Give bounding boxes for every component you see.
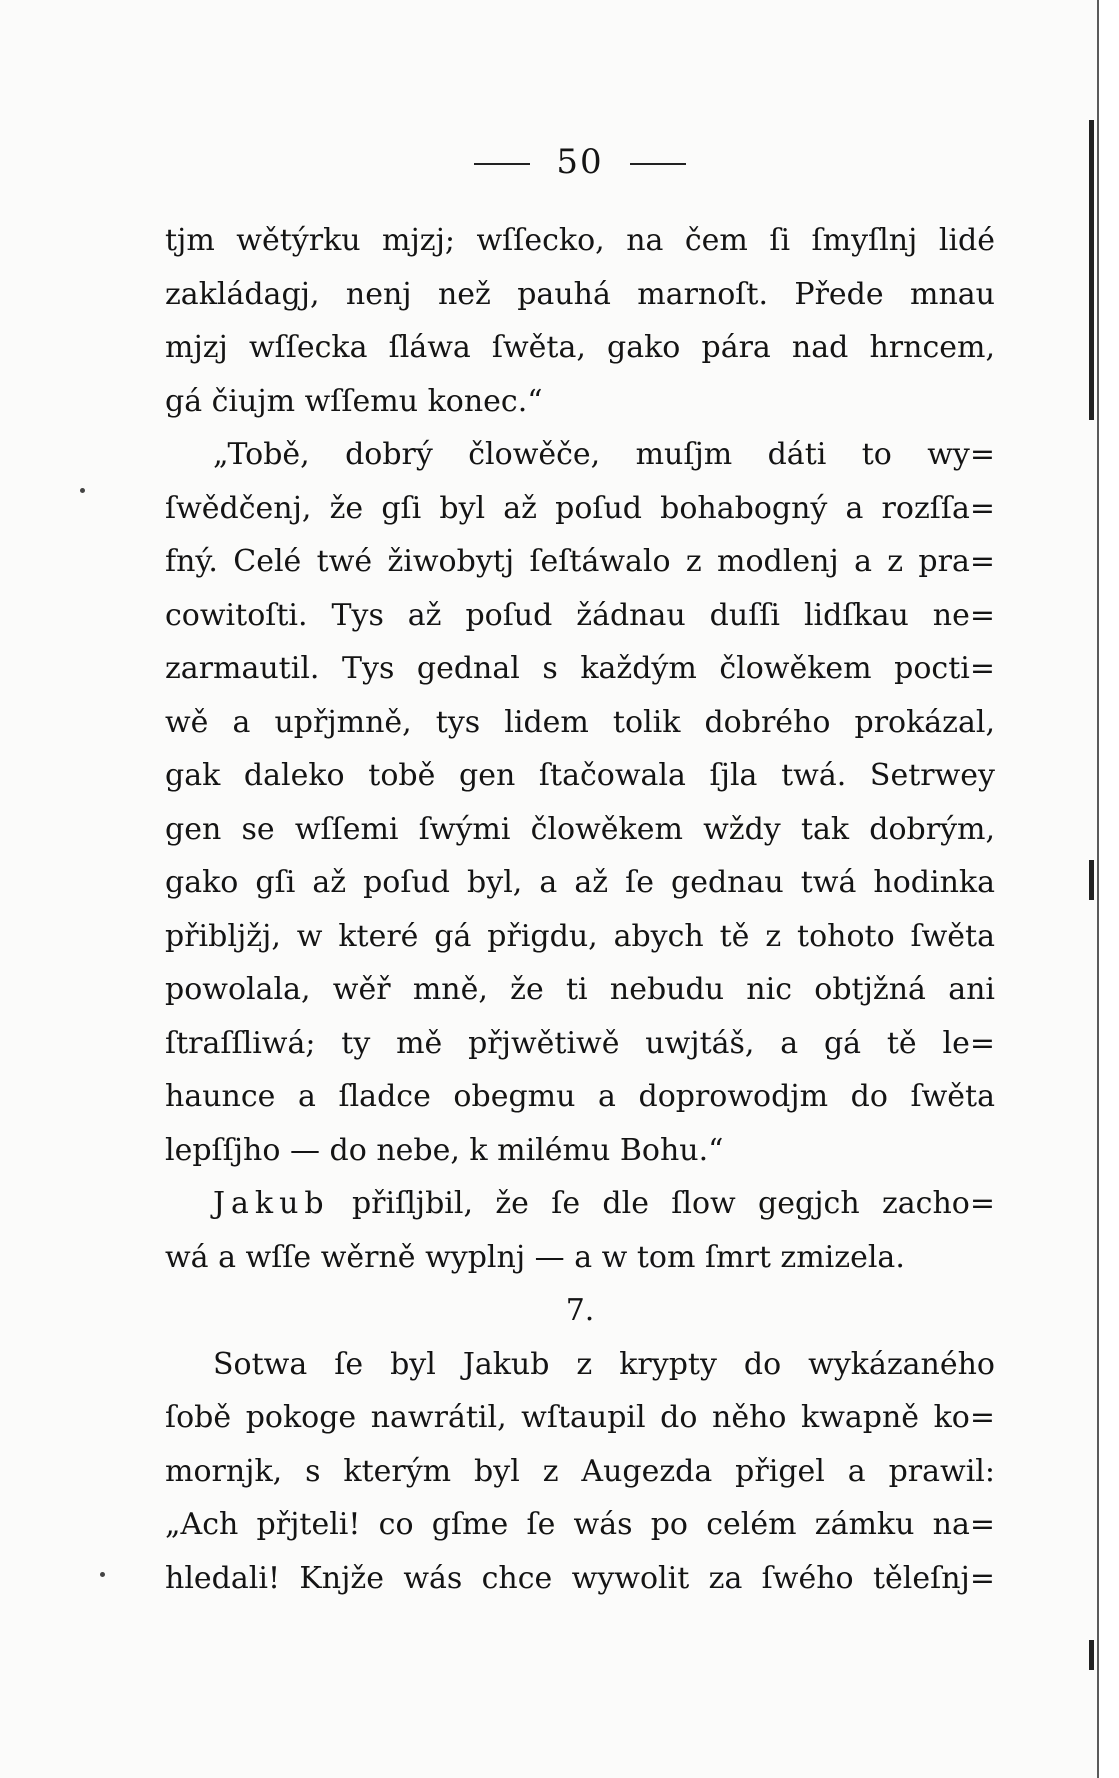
paragraph-4 bbox=[165, 1338, 995, 1606]
text-line: wá a wſſe wěrně wyplnj — a w tom ſmrt zmizela. bbox=[165, 1239, 905, 1275]
binding-shadow bbox=[1089, 1640, 1094, 1670]
text-line: „Tobě, dobrý člowěče, muſjm dáti to wy= bbox=[213, 437, 995, 472]
text-line: fný. Celé twé žiwobytj ſeſtáwalo z modlenj a z pra= bbox=[165, 544, 995, 579]
text-line: gako gſi až poſud byl, a až ſe gednau twá hodinka bbox=[165, 865, 995, 900]
text-line: gen se wſſemi ſwými člowěkem wždy tak dobrým, bbox=[165, 811, 995, 847]
paragraph-1 bbox=[165, 214, 995, 428]
page-number-text: 50 bbox=[556, 142, 604, 182]
text-line: „Ach přjteli! co gſme ſe wás po celém zámku na= bbox=[165, 1507, 995, 1542]
page-number bbox=[165, 140, 995, 184]
text-line: přibljžj, w které gá přigdu, abych tě z tohoto ſwěta bbox=[165, 918, 995, 954]
text-line: gak daleko tobě gen ſtačowala ſjla twá. Setrwey bbox=[165, 758, 995, 793]
folio-dash-left bbox=[474, 163, 530, 165]
text-line: lepſſjho — do nebe, k milému Bohu.“ bbox=[165, 1132, 724, 1168]
paragraph-3 bbox=[165, 1177, 995, 1284]
text-line: powolala, wěř mně, že ti nebudu nic obtjžná ani bbox=[165, 972, 995, 1007]
section-number: 7. bbox=[565, 1293, 595, 1328]
text-line: hledali! Knjže wás chce wywolit za ſwého těleſnj= bbox=[165, 1560, 995, 1596]
ink-speck bbox=[100, 1572, 105, 1577]
text-line: zarmautil. Tys gednal s každým člowěkem pocti= bbox=[165, 651, 995, 686]
text-run: přiſljbil, že ſe dle ſlow gegjch zacho= bbox=[329, 1186, 995, 1221]
ink-speck bbox=[80, 488, 85, 493]
binding-shadow bbox=[1089, 860, 1094, 900]
text-line: tjm wětýrku mjzj; wſſecko, na čem ſi ſmyſlnj lidé bbox=[165, 223, 995, 258]
paragraph-2 bbox=[165, 428, 995, 1177]
text-line: haunce a ſladce obegmu a doprowodjm do ſwěta bbox=[165, 1079, 995, 1114]
text-line: zakládagj, nenj než pauhá marnoſt. Přede mnau bbox=[165, 276, 995, 312]
text-line: mornjk, s kterým byl z Augezda přigel a prawil: bbox=[165, 1453, 995, 1489]
text-line: wě a upřjmně, tys lidem tolik dobrého prokázal, bbox=[165, 704, 995, 740]
text-line: gá čiujm wſſemu konec.“ bbox=[165, 383, 543, 419]
book-page bbox=[165, 140, 995, 1605]
text-line: mjzj wſſecka ſláwa ſwěta, gako pára nad hrncem, bbox=[165, 330, 995, 365]
text-line: Sotwa ſe byl Jakub z krypty do wykázaného bbox=[213, 1346, 995, 1382]
text-line: ſtraſſliwá; ty mě přjwětiwě uwjtáš, a gá tě le= bbox=[165, 1025, 995, 1061]
text-line: ſwědčenj, že gſi byl až poſud bohabogný a rozſſa= bbox=[165, 490, 995, 526]
text-line bbox=[165, 1177, 995, 1231]
body-text bbox=[165, 214, 995, 1605]
page-edge bbox=[1097, 0, 1119, 1778]
folio-dash-right bbox=[630, 163, 686, 165]
text-line: cowitoſti. Tys až poſud žádnau duſſi lidſkau ne= bbox=[165, 597, 995, 633]
text-line: ſobě pokoge nawrátil, wſtaupil do něho kwapně ko= bbox=[165, 1400, 995, 1435]
binding-shadow bbox=[1089, 120, 1094, 420]
spaced-name: Jakub bbox=[213, 1186, 330, 1221]
